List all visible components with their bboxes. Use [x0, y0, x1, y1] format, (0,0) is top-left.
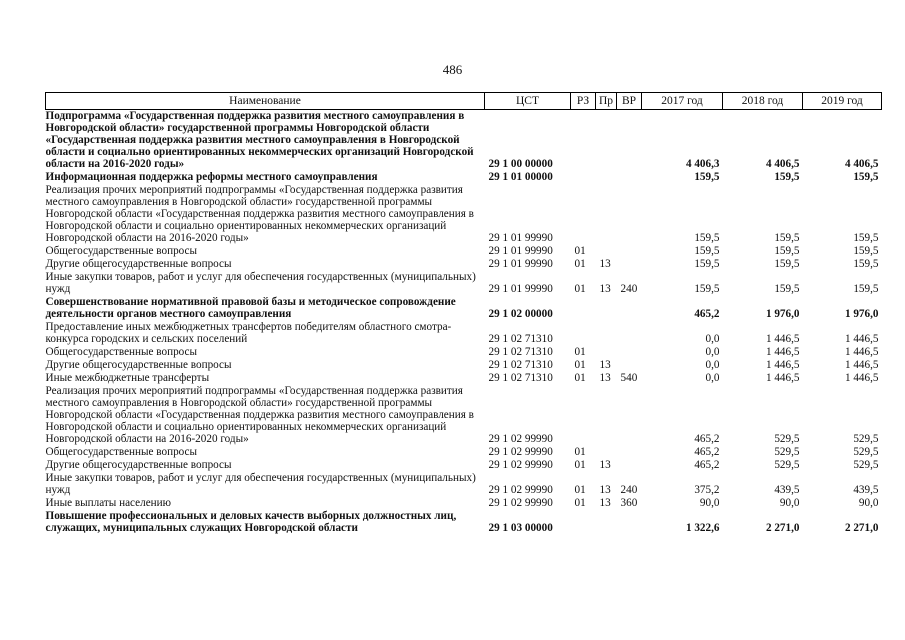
- cell-vr: [617, 359, 642, 372]
- cell-2019: 529,5: [853, 459, 879, 471]
- cell-2018: 159,5: [774, 171, 800, 183]
- cell-2018: 1 446,5: [765, 346, 800, 358]
- cell-rz: 01: [574, 446, 586, 458]
- cell-2017: 465,2: [694, 459, 720, 471]
- table-row: [46, 346, 882, 359]
- cell-2017: 0,0: [705, 346, 720, 358]
- cell-2018: 439,5: [774, 484, 800, 496]
- cell-2019: 529,5: [853, 446, 879, 458]
- table-row: [46, 385, 882, 446]
- table-row: [46, 497, 882, 510]
- cell-vr: [617, 296, 642, 321]
- cell-vr: [617, 446, 642, 459]
- cell-2018: 159,5: [774, 245, 800, 257]
- cell-2019: 2 271,0: [844, 522, 879, 534]
- cell-pr: [596, 110, 617, 172]
- cell-rz: [571, 321, 596, 346]
- table-row: [46, 372, 882, 385]
- cell-2019: 159,5: [853, 245, 879, 257]
- cell-name: Совершенствование нормативной правовой базы и методическое сопровождение деятельности органов местного самоуправления: [45, 296, 456, 320]
- cell-pr: 13: [599, 497, 611, 509]
- cell-2018: 4 406,5: [765, 158, 800, 170]
- cell-vr: 540: [620, 372, 638, 384]
- cell-rz: 01: [574, 359, 586, 371]
- col-header-2017: 2017 год: [642, 93, 723, 110]
- table-header-row: [46, 93, 882, 110]
- cell-2017: 159,5: [694, 232, 720, 244]
- cell-2019: 159,5: [853, 232, 879, 244]
- cell-vr: [617, 510, 642, 535]
- table-row: [46, 359, 882, 372]
- cell-rz: [571, 385, 596, 446]
- cell-2019: 1 446,5: [844, 359, 879, 371]
- cell-2017: 465,2: [694, 446, 720, 458]
- cell-tsst: 29 1 02 71310: [488, 333, 553, 345]
- cell-2017: 465,2: [694, 308, 720, 320]
- cell-vr: [617, 184, 642, 245]
- cell-2018: 159,5: [774, 232, 800, 244]
- cell-rz: [571, 184, 596, 245]
- cell-2018: 529,5: [774, 433, 800, 445]
- cell-vr: 240: [620, 283, 638, 295]
- table-row: [46, 472, 882, 497]
- cell-2017: 159,5: [694, 245, 720, 257]
- cell-tsst: 29 1 02 71310: [488, 346, 553, 358]
- col-header-2019: 2019 год: [803, 93, 882, 110]
- cell-rz: 01: [574, 283, 586, 295]
- cell-2017: 159,5: [694, 171, 720, 183]
- cell-rz: 01: [574, 245, 586, 257]
- cell-2019: 159,5: [853, 171, 879, 183]
- cell-2018: 1 446,5: [765, 359, 800, 371]
- cell-name: Предоставление иных межбюджетных трансфертов победителям областного смотра-конкурса городских и сельских поселений: [45, 321, 452, 345]
- cell-2018: 90,0: [779, 497, 800, 509]
- cell-pr: [596, 321, 617, 346]
- cell-name: Иные межбюджетные трансферты: [45, 372, 210, 384]
- cell-rz: 01: [574, 497, 586, 509]
- cell-tsst: 29 1 02 71310: [488, 372, 553, 384]
- cell-name: Подпрограмма «Государственная поддержка развития местного самоуправления в Новгородской области» государственной программы Новгородской области «Государственная поддержка развития местного самоуправления в Новгородской области и социально ориентированных некоммерческих организаций Новгородской области на 2016-2020 годы»: [45, 110, 474, 170]
- cell-2018: 159,5: [774, 258, 800, 270]
- cell-tsst: 29 1 01 99990: [488, 245, 553, 257]
- cell-rz: 01: [574, 459, 586, 471]
- page-number: 486: [442, 62, 463, 77]
- cell-2017: 375,2: [694, 484, 720, 496]
- table-row: [46, 446, 882, 459]
- cell-tsst: 29 1 00 00000: [488, 158, 553, 170]
- cell-vr: 360: [620, 497, 638, 509]
- table-row: [46, 271, 882, 296]
- cell-tsst: 29 1 02 71310: [488, 359, 553, 371]
- cell-name: Общегосударственные вопросы: [45, 245, 198, 257]
- cell-2019: 1 446,5: [844, 346, 879, 358]
- cell-pr: [596, 296, 617, 321]
- cell-2019: 159,5: [853, 283, 879, 295]
- cell-name: Другие общегосударственные вопросы: [45, 459, 232, 471]
- budget-table: [45, 92, 882, 535]
- cell-tsst: 29 1 02 99990: [488, 459, 553, 471]
- cell-2017: 0,0: [705, 333, 720, 345]
- cell-2018: 2 271,0: [765, 522, 800, 534]
- cell-tsst: 29 1 02 99990: [488, 433, 553, 445]
- cell-2017: 90,0: [699, 497, 720, 509]
- table-row: [46, 258, 882, 271]
- cell-2019: 4 406,5: [844, 158, 879, 170]
- cell-rz: [571, 296, 596, 321]
- cell-2019: 1 446,5: [844, 333, 879, 345]
- cell-tsst: 29 1 01 99990: [488, 258, 553, 270]
- table-body: [46, 110, 882, 536]
- cell-name: Повышение профессиональных и деловых качеств выборных должностных лиц, служащих, муниципальных служащих Новгородской области: [45, 510, 457, 534]
- cell-pr: [596, 346, 617, 359]
- cell-pr: [596, 510, 617, 535]
- table-row: [46, 510, 882, 535]
- cell-rz: [571, 171, 596, 184]
- cell-2018: 529,5: [774, 459, 800, 471]
- cell-2018: 1 446,5: [765, 372, 800, 384]
- cell-name: Реализация прочих мероприятий подпрограммы «Государственная поддержка развития местного самоуправления в Новгородской области» государственной программы Новгородской области «Государственная поддержка развития местного самоуправления в Новгородской области и социально ориентированных некоммерческих организаций Новгородской области на 2016-2020 годы»: [45, 184, 474, 244]
- cell-2018: 529,5: [774, 446, 800, 458]
- col-header-2018: 2018 год: [723, 93, 803, 110]
- cell-tsst: 29 1 02 99990: [488, 497, 553, 509]
- cell-pr: 13: [599, 359, 611, 371]
- cell-tsst: 29 1 03 00000: [488, 522, 553, 534]
- table-row: [46, 171, 882, 184]
- cell-tsst: 29 1 01 99990: [488, 283, 553, 295]
- cell-pr: [596, 171, 617, 184]
- cell-tsst: 29 1 02 99990: [488, 446, 553, 458]
- cell-name: Иные закупки товаров, работ и услуг для обеспечения государственных (муниципальных) нужд: [45, 472, 476, 496]
- cell-pr: [596, 245, 617, 258]
- cell-2018: 159,5: [774, 283, 800, 295]
- cell-2019: 159,5: [853, 258, 879, 270]
- cell-pr: [596, 184, 617, 245]
- cell-name: Общегосударственные вопросы: [45, 446, 198, 458]
- cell-2018: 1 976,0: [765, 308, 800, 320]
- cell-2017: 4 406,3: [685, 158, 720, 170]
- cell-2019: 90,0: [858, 497, 879, 509]
- cell-pr: [596, 385, 617, 446]
- cell-2017: 1 322,6: [685, 522, 720, 534]
- table-row: [46, 184, 882, 245]
- cell-2017: 0,0: [705, 359, 720, 371]
- cell-2017: 159,5: [694, 258, 720, 270]
- col-header-tsst: ЦСТ: [485, 93, 571, 110]
- col-header-name: Наименование: [46, 93, 485, 110]
- cell-pr: 13: [599, 372, 611, 384]
- cell-rz: [571, 510, 596, 535]
- cell-vr: 240: [620, 484, 638, 496]
- cell-pr: 13: [599, 459, 611, 471]
- cell-vr: [617, 459, 642, 472]
- cell-tsst: 29 1 01 99990: [488, 232, 553, 244]
- cell-pr: 13: [599, 283, 611, 295]
- cell-2019: 439,5: [853, 484, 879, 496]
- cell-vr: [617, 321, 642, 346]
- table-row: [46, 321, 882, 346]
- cell-tsst: 29 1 02 00000: [488, 308, 553, 320]
- cell-pr: 13: [599, 484, 611, 496]
- col-header-vr: ВР: [617, 93, 642, 110]
- cell-vr: [617, 385, 642, 446]
- cell-2017: 159,5: [694, 283, 720, 295]
- cell-tsst: 29 1 02 99990: [488, 484, 553, 496]
- cell-2019: 1 446,5: [844, 372, 879, 384]
- cell-2019: 1 976,0: [844, 308, 879, 320]
- cell-vr: [617, 245, 642, 258]
- cell-rz: 01: [574, 346, 586, 358]
- cell-vr: [617, 258, 642, 271]
- col-header-rz: РЗ: [571, 93, 596, 110]
- cell-rz: 01: [574, 484, 586, 496]
- cell-rz: 01: [574, 258, 586, 270]
- table-row: [46, 296, 882, 321]
- cell-2018: 1 446,5: [765, 333, 800, 345]
- cell-vr: [617, 171, 642, 184]
- table-row: [46, 245, 882, 258]
- cell-name: Другие общегосударственные вопросы: [45, 258, 232, 270]
- cell-vr: [617, 346, 642, 359]
- col-header-pr: Пр: [596, 93, 617, 110]
- cell-rz: [571, 110, 596, 172]
- cell-name: Иные закупки товаров, работ и услуг для обеспечения государственных (муниципальных) нужд: [45, 271, 476, 295]
- cell-2017: 465,2: [694, 433, 720, 445]
- cell-2019: 529,5: [853, 433, 879, 445]
- table-row: [46, 459, 882, 472]
- cell-tsst: 29 1 01 00000: [488, 171, 553, 183]
- cell-pr: [596, 446, 617, 459]
- cell-name: Реализация прочих мероприятий подпрограммы «Государственная поддержка развития местного самоуправления в Новгородской области» государственной программы Новгородской области «Государственная поддержка развития местного самоуправления в Новгородской области и социально ориентированных некоммерческих организаций Новгородской области на 2016-2020 годы»: [45, 385, 474, 445]
- cell-2017: 0,0: [705, 372, 720, 384]
- cell-rz: 01: [574, 372, 586, 384]
- cell-name: Общегосударственные вопросы: [45, 346, 198, 358]
- table-row: [46, 110, 882, 172]
- cell-vr: [617, 110, 642, 172]
- cell-name: Информационная поддержка реформы местного самоуправления: [45, 171, 378, 183]
- cell-pr: 13: [599, 258, 611, 270]
- cell-name: Иные выплаты населению: [45, 497, 171, 509]
- cell-name: Другие общегосударственные вопросы: [45, 359, 232, 371]
